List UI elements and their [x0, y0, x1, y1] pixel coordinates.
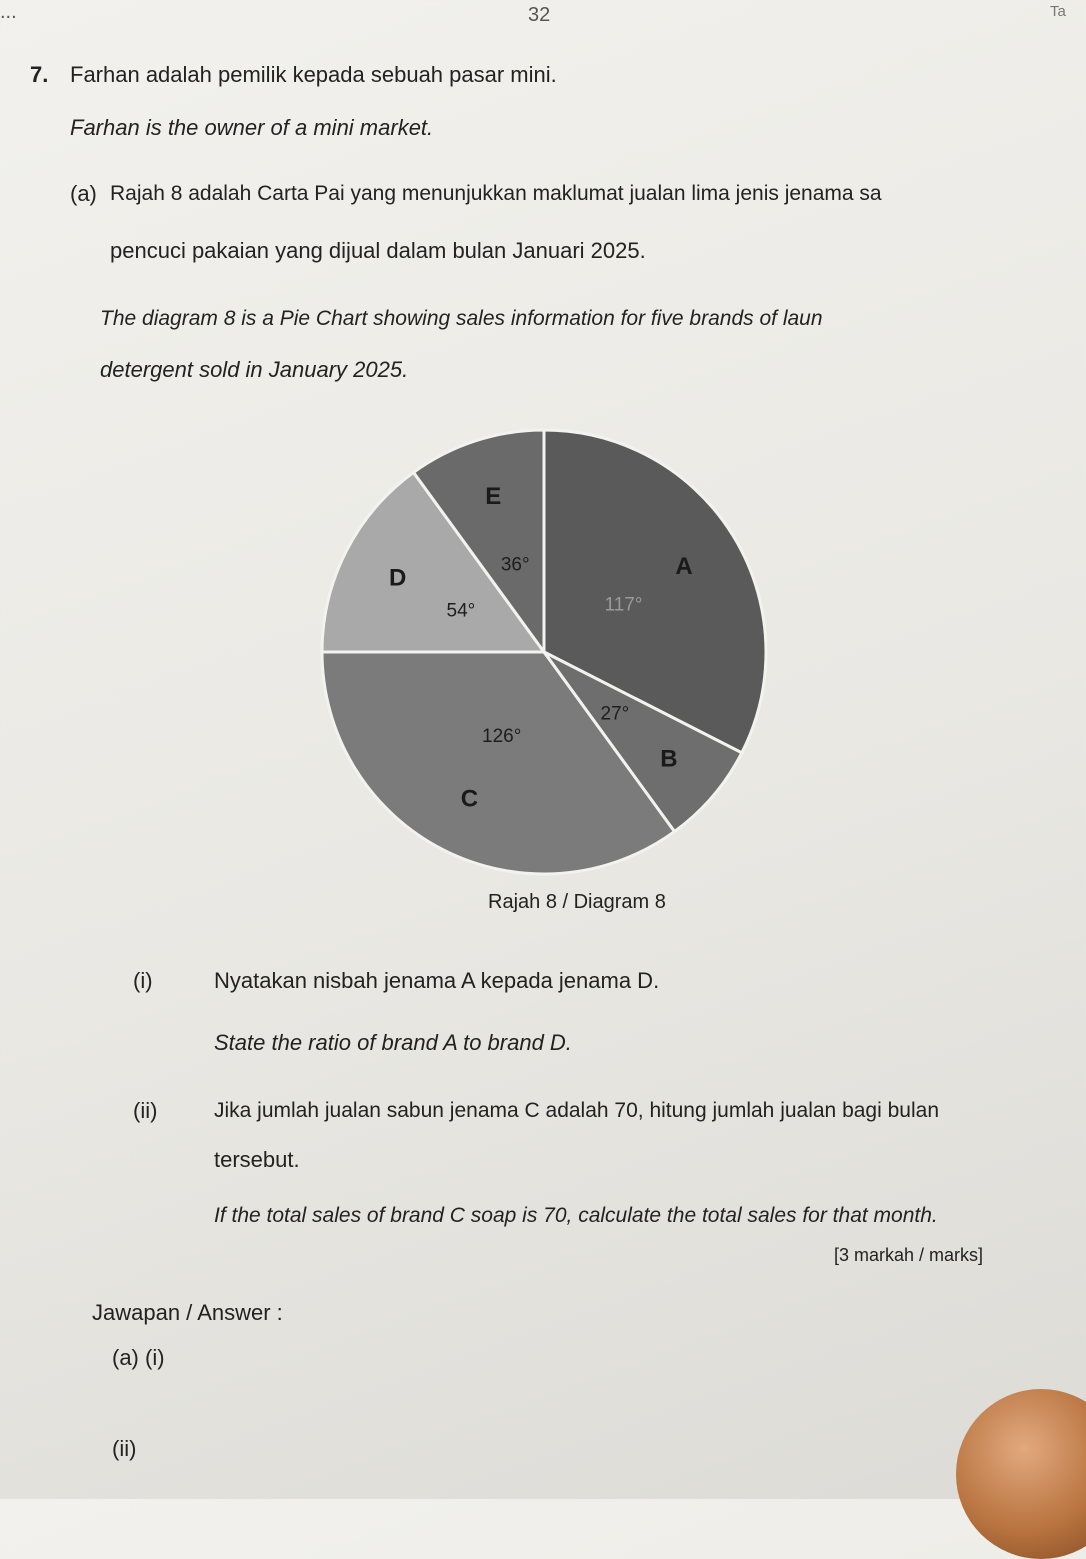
sub-ii-label: (ii): [133, 1098, 158, 1123]
page-number: 32: [528, 4, 551, 26]
intro-english: Farhan is the owner of a mini market.: [70, 115, 434, 140]
pie-chart: [318, 426, 770, 878]
sub-i-english: State the ratio of brand A to brand D.: [214, 1030, 572, 1055]
finger: [956, 1389, 1086, 1559]
part-a-english-line1: The diagram 8 is a Pie Chart showing sales information for five brands of laun: [100, 307, 823, 330]
sub-ii-english: If the total sales of brand C soap is 70, calculate the total sales for that month.: [214, 1204, 938, 1227]
slice-angle-b: 27°: [600, 703, 630, 725]
intro-malay: Farhan adalah pemilik kepada sebuah pasar mini.: [70, 62, 557, 87]
marks-label: [3 markah / marks]: [834, 1245, 984, 1265]
slice-angle-e: 36°: [500, 554, 530, 576]
pie-chart-svg: [318, 426, 770, 878]
diagram-caption: Rajah 8 / Diagram 8: [488, 891, 666, 913]
slice-label-b: B: [660, 745, 678, 773]
answer-a-ii: (ii): [112, 1436, 137, 1461]
top-right-fragment: Ta: [1050, 3, 1066, 20]
sub-i-malay: Nyatakan nisbah jenama A kepada jenama D.: [214, 968, 660, 993]
slice-label-d: D: [388, 564, 407, 592]
slice-label-c: C: [460, 785, 479, 813]
top-left-fragment: ...: [0, 1, 17, 23]
answer-heading: Jawapan / Answer :: [92, 1300, 283, 1325]
sub-i-label: (i): [133, 968, 153, 993]
question-number: 7.: [30, 62, 49, 87]
slice-angle-c: 126°: [482, 726, 522, 748]
slice-angle-d: 54°: [446, 600, 476, 622]
part-a-label: (a): [70, 181, 97, 206]
part-a-malay-line2: pencuci pakaian yang dijual dalam bulan Januari 2025.: [110, 238, 646, 263]
slice-label-e: E: [485, 482, 502, 510]
sub-ii-malay-line2: tersebut.: [214, 1147, 300, 1172]
slice-label-a: A: [675, 553, 693, 581]
part-a-malay-line1: Rajah 8 adalah Carta Pai yang menunjukkan maklumat jualan lima jenis jenama sa: [110, 182, 882, 205]
part-a-english-line2: detergent sold in January 2025.: [100, 357, 409, 382]
answer-a-i: (a) (i): [112, 1345, 165, 1370]
slice-angle-a: 117°: [604, 594, 643, 616]
sub-ii-malay-line1: Jika jumlah jualan sabun jenama C adalah 70, hitung jumlah jualan bagi bulan: [214, 1099, 939, 1122]
